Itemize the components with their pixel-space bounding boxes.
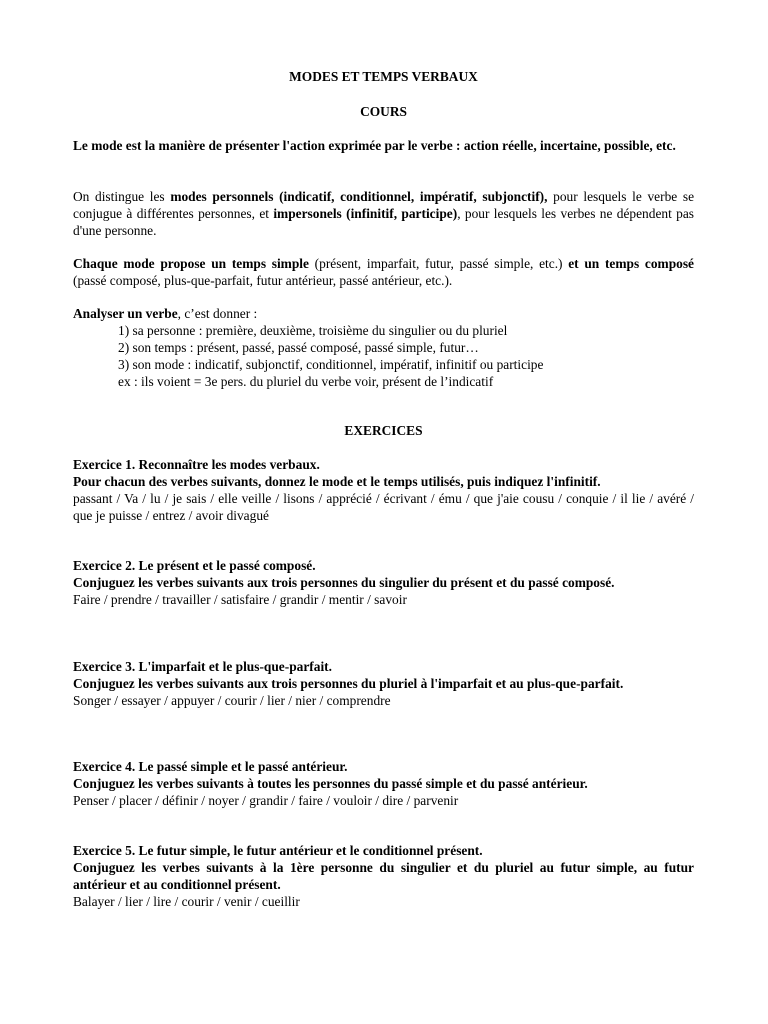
- exercise-words: Faire / prendre / travailler / satisfaire / grandir / mentir / savoir: [73, 592, 407, 607]
- intro-paragraph: Le mode est la manière de présenter l'action exprimée par le verbe : action réelle, incertaine, possible, etc.: [73, 138, 676, 153]
- distingue-bold-1: modes personnels (indicatif, conditionnel, impératif, subjonctif),: [170, 189, 548, 204]
- chaque-paragraph: [73, 255, 694, 289]
- exercices-heading: EXERCICES: [344, 423, 423, 438]
- analyser-intro: [73, 305, 694, 322]
- exercise-instruction: Conjuguez les verbes suivants aux trois personnes du pluriel à l'imparfait et au plus-que-parfait.: [73, 676, 624, 691]
- analyser-paragraph: [73, 305, 694, 390]
- exercise-words: Penser / placer / définir / noyer / grandir / faire / vouloir / dire / parvenir: [73, 793, 459, 808]
- exercise-title: Exercice 2. Le présent et le passé composé.: [73, 558, 316, 573]
- exercise-1: [73, 456, 694, 524]
- chaque-text-1: (présent, imparfait, futur, passé simple, etc.): [308, 256, 569, 271]
- exercise-title: Exercice 4. Le passé simple et le passé antérieur.: [73, 759, 348, 774]
- analyser-item: 3) son mode : indicatif, subjonctif, conditionnel, impératif, infinitif ou participe: [118, 357, 544, 372]
- distingue-text-1: On distingue les: [73, 189, 171, 204]
- cours-heading: COURS: [360, 104, 407, 119]
- exercise-title: Exercice 3. L'imparfait et le plus-que-parfait.: [73, 659, 332, 674]
- exercise-instruction: Conjuguez les verbes suivants aux trois personnes du singulier du présent et du passé composé.: [73, 575, 615, 590]
- analyser-item: 2) son temps : présent, passé, passé composé, passé simple, futur…: [118, 340, 479, 355]
- analyser-text: , c’est donner :: [177, 306, 258, 321]
- exercise-5: [73, 842, 694, 910]
- exercise-words: Balayer / lier / lire / courir / venir / cueillir: [73, 894, 300, 909]
- analyser-example: ex : ils voient = 3e pers. du pluriel du verbe voir, présent de l’indicatif: [118, 374, 494, 389]
- exercise-instruction: Conjuguez les verbes suivants à la 1ère personne du singulier et du pluriel au futur simple, au futur antérieur et au conditionnel présent.: [73, 860, 694, 892]
- exercise-words: Songer / essayer / appuyer / courir / lier / nier / comprendre: [73, 693, 391, 708]
- exercise-instruction: Pour chacun des verbes suivants, donnez le mode et le temps utilisés, puis indiquez l'infinitif.: [73, 474, 601, 489]
- exercise-3: [73, 658, 694, 709]
- analyser-bold: Analyser un verbe: [73, 306, 178, 321]
- distingue-text-3: , pour lesquels les verbes ne dépendent pas d'une personne.: [73, 206, 694, 238]
- exercise-4: [73, 758, 694, 809]
- analyser-item: 1) sa personne : première, deuxième, troisième du singulier ou du pluriel: [118, 323, 508, 338]
- exercise-title: Exercice 1. Reconnaître les modes verbaux.: [73, 457, 320, 472]
- chaque-bold-2: et un temps composé: [568, 256, 694, 271]
- chaque-text-2: (passé composé, plus-que-parfait, futur antérieur, passé antérieur, etc.).: [73, 273, 453, 288]
- chaque-bold-1: Chaque mode propose un temps simple: [73, 256, 309, 271]
- exercise-instruction: Conjuguez les verbes suivants à toutes les personnes du passé simple et du passé antérieur.: [73, 776, 588, 791]
- exercise-title: Exercice 5. Le futur simple, le futur antérieur et le conditionnel présent.: [73, 843, 483, 858]
- distingue-bold-2: impersonels (infinitif, participe): [273, 206, 458, 221]
- exercise-2: [73, 557, 694, 608]
- document-title: MODES ET TEMPS VERBAUX: [289, 69, 478, 84]
- exercise-words: passant / Va / lu / je sais / elle veille / lisons / apprécié / écrivant / ému / que j'aie cousu / conquie / il lie / avéré / que je puisse / entrez / avoir divagué: [73, 491, 694, 523]
- distingue-paragraph: [73, 188, 694, 239]
- distingue-text-2: pour lesquels le verbe se conjugue à différentes personnes, et: [73, 189, 695, 221]
